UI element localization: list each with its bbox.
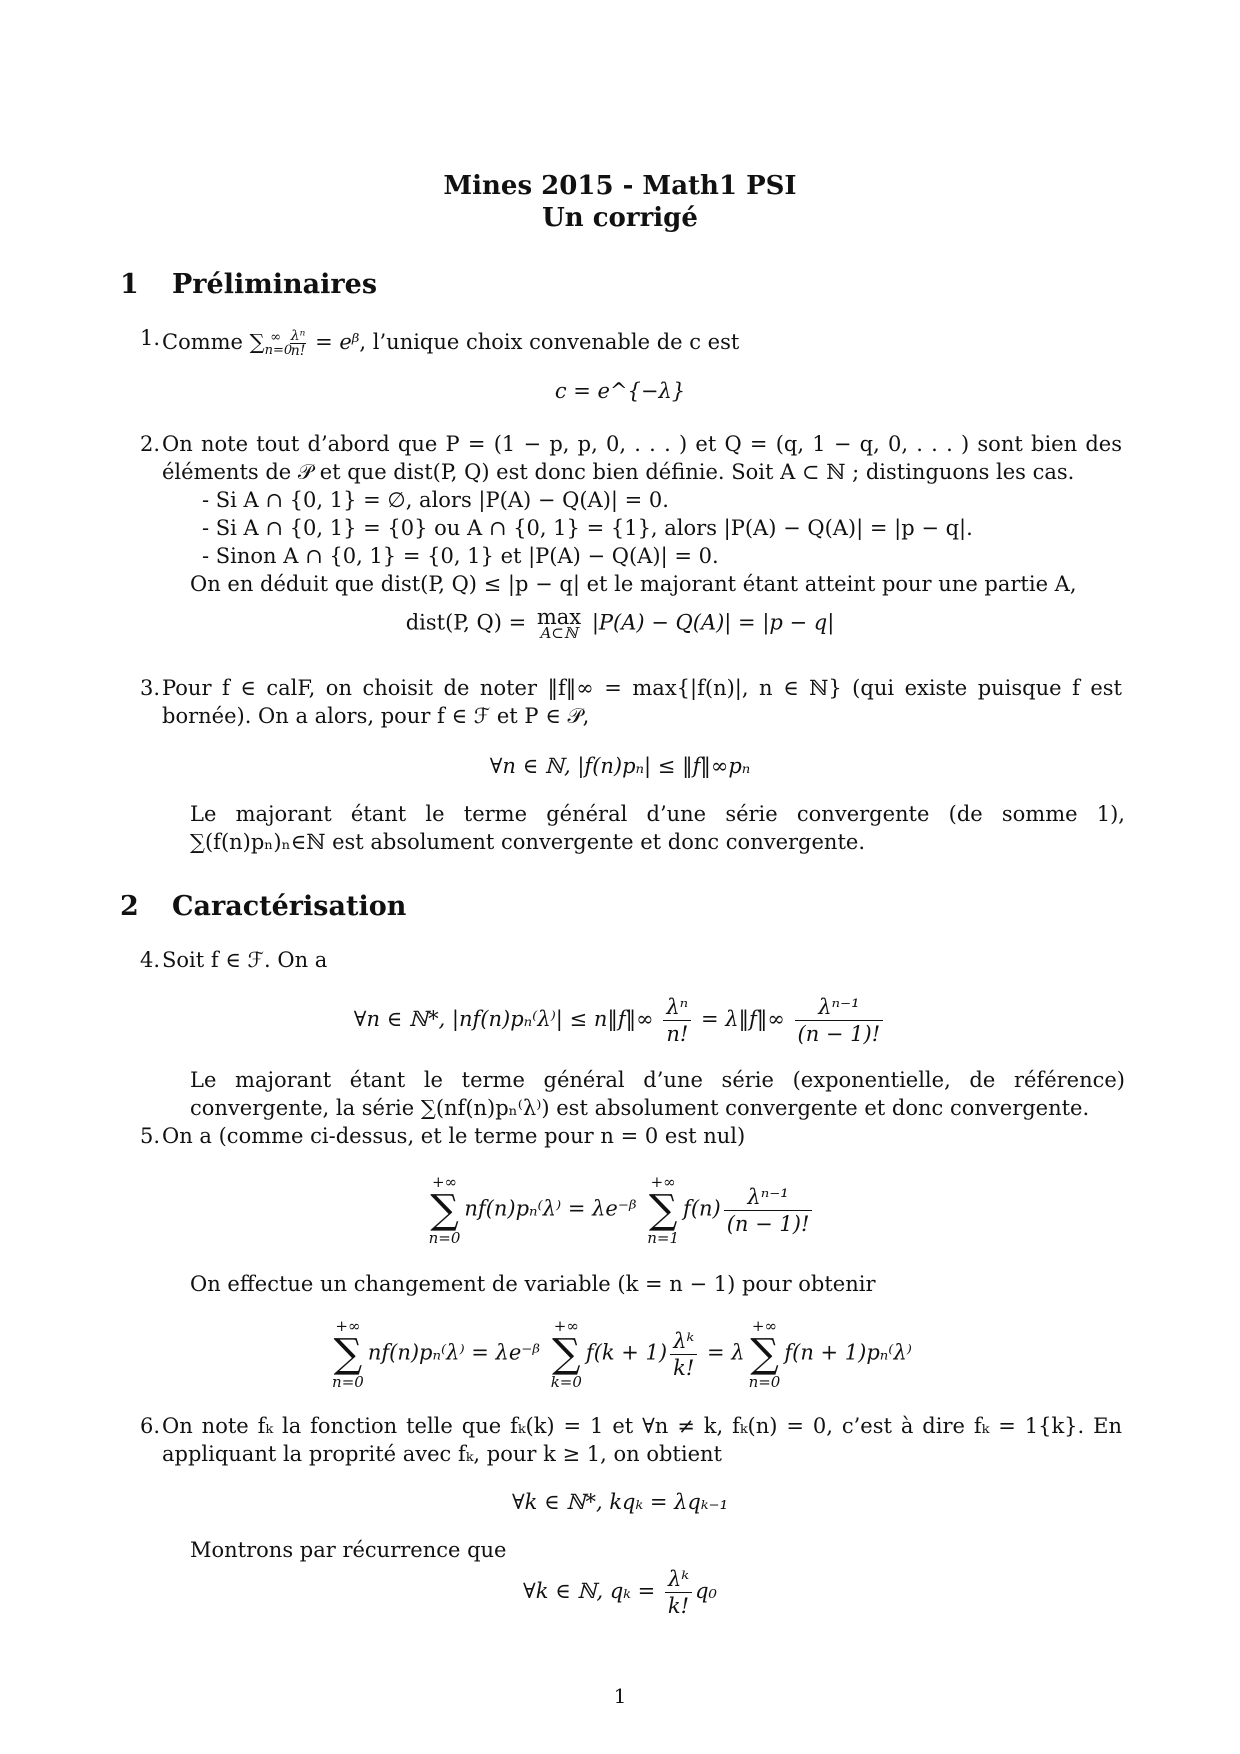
q5b-frac-num: λᵏ — [670, 1328, 697, 1355]
sum-top: +∞ — [431, 1173, 458, 1191]
q1-frac — [290, 329, 307, 358]
q4-frac-1-num: λⁿ — [663, 994, 691, 1021]
section-title: Caractérisation — [172, 891, 407, 922]
question-label: 2. — [140, 432, 161, 456]
sum-top: +∞ — [335, 1317, 361, 1335]
sum-top: +∞ — [751, 1317, 777, 1335]
q4-frac-2-num: λⁿ⁻¹ — [795, 994, 884, 1021]
q5a-frac-den: (n − 1)! — [726, 1211, 810, 1236]
q4-frac-2-den: (n − 1)! — [797, 1022, 881, 1046]
q5b-frac-den: k! — [673, 1355, 695, 1380]
q2-conclusion: On en déduit que dist(P, Q) ≤ |p − q| et le majorant étant atteint pour une partie A, — [190, 572, 1077, 596]
q5b-sum-1 — [332, 1318, 364, 1390]
q4-eq-left: ∀n ∈ ℕ*, |nf(n)pₙ⁽λ⁾| ≤ n‖f‖∞ — [353, 1007, 654, 1031]
q6-eq2-frac-num: λᵏ — [665, 1566, 692, 1593]
sum-bottom: n=1 — [647, 1229, 680, 1247]
q5-text-1: On a (comme ci-dessus, et le terme pour n = 0 est nul) — [162, 1124, 746, 1148]
q2-eq-left: dist(P, Q) = — [405, 610, 527, 635]
section-number: 1 — [120, 269, 139, 300]
sum-bottom: k=0 — [550, 1373, 582, 1391]
q4-frac-1-den: n! — [666, 1022, 689, 1046]
q6-eq2-right: q₀ — [695, 1579, 717, 1603]
q6-eq2-left: ∀k ∈ ℕ, qₖ = — [523, 1579, 656, 1603]
q5b-sum-2 — [551, 1318, 582, 1390]
page-number: 1 — [613, 1684, 627, 1708]
q4-frac-2 — [795, 994, 884, 1047]
q5a-term-2: f(n) — [683, 1196, 721, 1221]
q6-equation-2 — [0, 1566, 1240, 1619]
q6-text-2: Montrons par récurrence que — [190, 1538, 507, 1562]
sum-sigma-icon: ∑ — [750, 1331, 779, 1377]
q1-frac-num: λⁿ — [290, 328, 306, 344]
q1-sum-inline: $\sum_{n=0}^\infty$ — [249, 330, 293, 359]
q3-text-2: Le majorant étant le terme général d’une série convergente (de somme 1), ∑(f(n)pₙ)ₙ∈ℕ est absolument convergente et donc convergente. — [190, 802, 1125, 854]
q5-equation-b — [0, 1318, 1240, 1390]
q5b-term-3: f(n + 1)pₙ⁽λ⁾ — [784, 1340, 912, 1365]
q4-text-2: Le majorant étant le terme général d’une série (exponentielle, de référence) convergente, la série ∑(nf(n)pₙ⁽λ⁾) est absolument convergente et donc convergente. — [190, 1068, 1125, 1120]
q3-text-1: Pour f ∈ calF, on choisit de noter ‖f‖∞ = max{|f(n)|, n ∈ ℕ} (qui existe puisque f est bornée). On a alors, pour f ∈ ℱ et P ∈ 𝒫, — [162, 676, 1122, 728]
question-1 — [140, 324, 1122, 365]
sum-sigma-icon: ∑ — [333, 1331, 363, 1377]
q5b-sum-3 — [749, 1318, 781, 1390]
q5a-term-1: nf(n)pₙ⁽λ⁾ = λe⁻ᵝ — [464, 1196, 637, 1221]
q5b-mid: = λ — [706, 1340, 745, 1365]
sum-bottom: n=0 — [332, 1373, 364, 1391]
sum-sigma-icon: ∑ — [430, 1187, 459, 1233]
question-5 — [140, 1122, 1122, 1150]
q2-equation — [0, 605, 1240, 642]
question-4 — [140, 946, 1122, 974]
q4-text-1: Soit f ∈ ℱ. On a — [162, 948, 328, 972]
q5-text-2: On effectue un changement de variable (k = n − 1) pour obtenir — [190, 1272, 876, 1296]
question-3 — [140, 674, 1122, 730]
question-label: 5. — [140, 1124, 161, 1148]
section-heading-1 — [120, 268, 377, 302]
q4-frac-1 — [663, 994, 691, 1047]
q5b-term-2: f(k + 1) — [585, 1340, 668, 1365]
question-6 — [140, 1412, 1122, 1468]
q1-rhs: = eᵝ — [315, 330, 360, 354]
section-number: 2 — [120, 891, 139, 922]
q1-sum-top: ∞ — [270, 330, 282, 345]
q6-text-1: On note fₖ la fonction telle que fₖ(k) = 1 et ∀n ≠ k, fₖ(n) = 0, c’est à dire fₖ = 1{k}. En appliquant la proprité avec fₖ, pour k ≥ 1, on obtient — [162, 1414, 1122, 1466]
q2-eq-right: |P(A) − Q(A)| = |p − q| — [591, 610, 835, 635]
sum-bottom: n=0 — [748, 1373, 781, 1391]
section-title: Préliminaires — [172, 269, 378, 300]
q6-eq2-frac-den: k! — [667, 1594, 690, 1618]
q6-equation-1: ∀k ∈ ℕ*, kqₖ = λqₖ₋₁ — [511, 1490, 729, 1514]
question-label: 4. — [140, 948, 161, 972]
q5-equation-a — [0, 1174, 1240, 1246]
q2-case-3: - Sinon A ∩ {0, 1} = {0, 1} et |P(A) − Q(A)| = 0. — [202, 544, 719, 568]
sum-top: +∞ — [650, 1173, 676, 1191]
q1-equation: c = e^{−λ} — [554, 379, 686, 403]
sum-sigma-icon: ∑ — [552, 1331, 581, 1377]
question-label: 6. — [140, 1414, 161, 1438]
q3-equation: ∀n ∈ ℕ, |f(n)pₙ| ≤ ‖f‖∞pₙ — [489, 754, 751, 778]
q2-text: On note tout d’abord que P = (1 − p, p, 0, . . . ) et Q = (q, 1 − q, 0, . . . ) sont bien des éléments de 𝒫 et que dist(P, Q) est donc bien définie. Soit A ⊂ ℕ ; distinguons les cas. — [162, 432, 1122, 484]
q5a-frac — [724, 1184, 813, 1237]
q2-max-operator — [536, 605, 582, 642]
q5a-sum-1 — [429, 1174, 461, 1246]
q5b-term-1: nf(n)pₙ⁽λ⁾ = λe⁻ᵝ — [367, 1340, 541, 1365]
section-heading-2 — [120, 890, 406, 924]
q1-sum-bottom: n=0 — [264, 343, 293, 359]
question-label: 1. — [140, 326, 161, 350]
document-title: Mines 2015 - Math1 PSI — [443, 171, 797, 201]
q1-text-before: Comme — [162, 330, 243, 354]
document-subtitle: Un corrigé — [542, 203, 698, 233]
sum-bottom: n=0 — [428, 1229, 461, 1247]
sum-top: +∞ — [553, 1317, 579, 1335]
q5a-frac-num: λⁿ⁻¹ — [724, 1184, 813, 1211]
question-2 — [140, 430, 1122, 486]
q2-case-2: - Si A ∩ {0, 1} = {0} ou A ∩ {0, 1} = {1}, alors |P(A) − Q(A)| = |p − q|. — [202, 516, 973, 540]
q1-frac-den: n! — [290, 343, 306, 359]
q2-max-subscript: A⊂ℕ — [540, 624, 578, 642]
q4-equation — [0, 994, 1240, 1047]
q1-text-after: , l’unique choix convenable de c est — [359, 330, 740, 354]
question-label: 3. — [140, 676, 161, 700]
q4-eq-mid: = λ‖f‖∞ — [700, 1007, 785, 1031]
q2-max-word: max — [536, 605, 582, 629]
q6-eq2-frac — [665, 1566, 692, 1619]
sum-sigma-icon: ∑ — [648, 1187, 678, 1233]
q2-case-1: - Si A ∩ {0, 1} = ∅, alors |P(A) − Q(A)| = 0. — [202, 488, 669, 512]
q5a-sum-2 — [647, 1174, 679, 1246]
q5b-frac — [670, 1328, 697, 1381]
